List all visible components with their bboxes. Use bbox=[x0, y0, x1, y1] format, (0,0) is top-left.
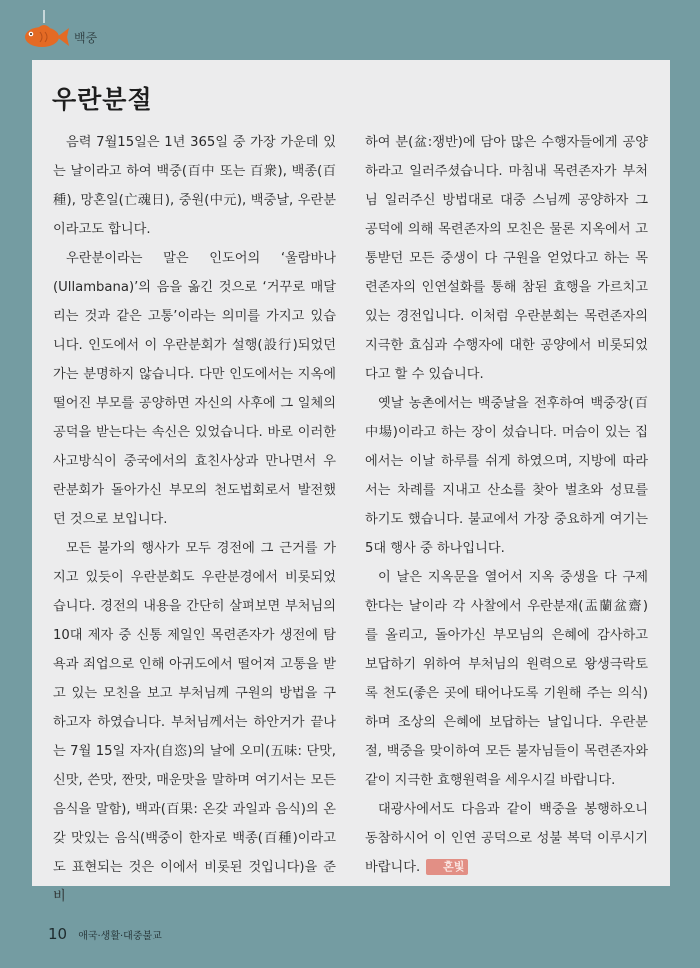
page-title: 우란분절 bbox=[52, 85, 153, 114]
page-footer bbox=[48, 924, 162, 943]
paragraph: 음력 7월15일은 1년 365일 중 가장 가운데 있는 날이라고 하여 백중(百中 또는 百衆), 백종(百種), 망혼일(亡魂日), 중원(中元), 백중날, 우란분이라고도 합니다. bbox=[53, 135, 336, 237]
page-header bbox=[0, 0, 700, 52]
paragraph: 이 날은 지옥문을 열어서 지옥 중생을 다 구제한다는 날이라 각 사찰에서 우란분재(盂蘭盆齋)를 올리고, 돌아가신 부모님의 은혜에 감사하고 보답하기 위하여 부처님의 원력으로 왕생극락토록 천도(좋은 곳에 태어나도록 기원해 주는 의식)하며 조상의 은혜에 보답하는 날입니다. 우란분절, 백중을 맞이하여 모든 불자님들이 목련존자와 같이 지극한 효행원력을 세우시길 바랍니다. bbox=[365, 570, 648, 788]
paragraph: 모든 불가의 행사가 모두 경전에 그 근거를 가지고 있듯이 우란분회도 우란분경에서 비롯되었습니다. 경전의 내용을 간단히 살펴보면 부처님의 10대 제자 중 신통 제일인 목련존자가 생전에 탐욕과 죄업으로 인해 아귀도에서 떨어져 고통을 받고 있는 모친을 보고 부처님께 구원의 방법을 구하고자 하였습니다. 부처님께서는 하안거가 끝나는 7월 15일 자자(自恣)의 날에 오미(五味: 단맛, 신맛, 쓴맛, 짠맛, 매운맛을 말하며 여기서는 모든 음식을 말함), 백과(百果: 온갖 과일과 음식)의 온갖 맛있는 음식(백중이 한자로 백종(百種)이라고도 표현되는 것은 이에서 비롯된 것입니다)을 준비 bbox=[53, 541, 336, 904]
closing-paragraph bbox=[365, 795, 648, 882]
closing-text: 대광사에서도 다음과 같이 백중을 봉행하오니 동참하시어 이 인연 공덕으로 성불 복덕 이루시기 바랍니다. bbox=[365, 802, 648, 875]
article-card bbox=[32, 60, 670, 904]
left-column bbox=[53, 128, 336, 911]
paragraph: 옛날 농촌에서는 백중날을 전후하여 백중장(百中場)이라고 하는 장이 섰습니다. 머슴이 있는 집에서는 이날 하루를 쉬게 하였으며, 지방에 따라서는 차례를 지내고 산소를 찾아 벌초와 성묘를 하기도 했습니다. 불교에서 가장 중요하게 여기는 5대 행사 중 하나입니다. bbox=[365, 396, 648, 556]
author-signature: 혼빛 bbox=[426, 859, 468, 875]
fish-icon bbox=[18, 10, 70, 52]
page-number: 10 bbox=[48, 925, 68, 943]
footer-label: 애국·생활·대중불교 bbox=[78, 931, 162, 942]
right-column bbox=[365, 128, 648, 882]
paragraph: 우란분이라는 말은 인도어의 ‘울람바나(Ullambana)’의 음을 옮긴 것으로 ‘거꾸로 매달리는 것과 같은 고통’이라는 의미를 가지고 있습니다. 인도에서 이 우란분회가 설행(設行)되었던가는 분명하지 않습니다. 다만 인도에서는 지옥에 떨어진 부모를 공양하면 자신의 사후에 그 일체의 공덕을 받는다는 속신은 있었습니다. 바로 이러한 사고방식이 중국에서의 효친사상과 만나면서 우란분회가 돌아가신 부모의 천도법회로서 발전했던 것으로 보입니다. bbox=[53, 251, 336, 527]
paragraph-continuation: 하여 분(盆:쟁반)에 담아 많은 수행자들에게 공양하라고 일러주셨습니다. 마침내 목련존자가 부처님 일러주신 방법대로 대중 스님께 공양하자 그 공덕에 의해 목련존자의 모친은 물론 지옥에서 고통받던 모든 중생이 다 구원을 얻었다고 하는 목련존자의 인연설화를 통해 참된 효행을 가르치고 있는 경전입니다. 이처럼 우란분회는 목련존자의 지극한 효심과 수행자에 대한 공양에서 비롯되었다고 할 수 있습니다. bbox=[365, 135, 648, 382]
section-tag: 백중 bbox=[74, 31, 98, 45]
